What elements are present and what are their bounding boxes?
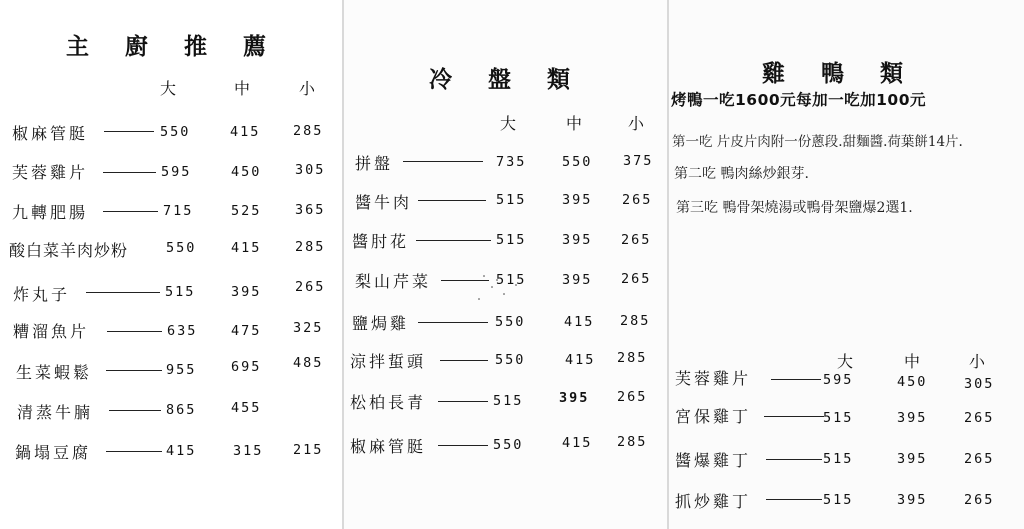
- size-header-medium: 中: [234, 79, 251, 98]
- price-small: 305: [964, 376, 995, 392]
- price-small: 265: [964, 492, 995, 508]
- dish-name: 酸白菜羊肉炒粉: [9, 241, 129, 260]
- dish-name: 鍋塌豆腐: [15, 443, 92, 462]
- leader-line: [438, 401, 488, 402]
- dish-name: 抓炒雞丁: [675, 492, 752, 511]
- dish-name: 鹽焗雞: [352, 314, 410, 333]
- price-large: 550: [160, 124, 191, 140]
- size-header-large: 大: [160, 79, 177, 98]
- price-large: 515: [496, 272, 527, 288]
- dish-name: 芙蓉雞片: [675, 369, 752, 388]
- dish-name: 椒麻管脡: [12, 124, 89, 143]
- price-large: 550: [495, 314, 526, 330]
- menu-panel-poultry: [668, 0, 1024, 529]
- leader-line: [441, 280, 489, 281]
- leader-line: [440, 360, 488, 361]
- dish-name: 醬牛肉: [355, 193, 413, 212]
- leader-line: [106, 370, 162, 371]
- price-medium: 550: [562, 154, 593, 170]
- roast-duck-price-line: 烤鴨一吃1600元每加一吃加100元: [671, 91, 926, 109]
- price-small: 265: [964, 451, 995, 467]
- price-small: 265: [622, 192, 653, 208]
- section-title: 主 廚 推 薦: [66, 34, 281, 60]
- leader-line: [438, 445, 488, 446]
- price-medium: 450: [897, 374, 928, 390]
- price-small: 365: [295, 202, 326, 218]
- section-title: 雞 鴨 類: [762, 61, 918, 87]
- dish-name: 清蒸牛腩: [17, 403, 94, 422]
- leader-line: [418, 200, 486, 201]
- leader-line: [403, 161, 483, 162]
- leader-line: [771, 379, 821, 380]
- price-small: 285: [293, 123, 324, 139]
- duck-course-note: 第二吃 鴨肉絲炒銀芽.: [674, 166, 809, 182]
- price-large: 550: [493, 437, 524, 453]
- dish-name: 梨山芹菜: [355, 272, 432, 291]
- price-medium: 415: [231, 240, 262, 256]
- price-small: 285: [617, 350, 648, 366]
- menu-panel-cold-dishes: [343, 0, 668, 529]
- dish-name: 椒麻管脡: [350, 437, 427, 456]
- price-medium: 695: [231, 359, 262, 375]
- price-large: 515: [493, 393, 524, 409]
- price-small: 265: [621, 271, 652, 287]
- price-medium: 395: [559, 390, 590, 406]
- dish-name: 九轉肥腸: [12, 203, 89, 222]
- dish-name: 生菜蝦鬆: [16, 363, 93, 382]
- price-large: 515: [165, 284, 196, 300]
- price-medium: 415: [230, 124, 261, 140]
- price-small: 375: [623, 153, 654, 169]
- duck-course-note: 第三吃 鴨骨架燒湯或鴨骨架鹽爆2選1.: [676, 200, 913, 216]
- dish-name: 宮保雞丁: [675, 407, 752, 426]
- dish-name: 醬肘花: [352, 232, 410, 251]
- menu-panel-chef-recommendations: [0, 0, 343, 529]
- size-header-small: 小: [299, 79, 316, 98]
- price-medium: 395: [231, 284, 262, 300]
- price-small: 215: [293, 442, 324, 458]
- leader-line: [766, 459, 822, 460]
- leader-line: [416, 240, 491, 241]
- price-medium: 395: [562, 272, 593, 288]
- dish-name: 松柏長青: [350, 393, 427, 412]
- price-large: 955: [166, 362, 197, 378]
- leader-line: [418, 322, 488, 323]
- price-medium: 415: [564, 314, 595, 330]
- price-large: 635: [167, 323, 198, 339]
- section-title: 冷 盤 類: [429, 67, 585, 93]
- dish-name: 醬爆雞丁: [675, 451, 752, 470]
- price-medium: 395: [562, 232, 593, 248]
- leader-line: [764, 416, 824, 417]
- size-header-large: 大: [837, 352, 854, 371]
- price-small: 265: [617, 389, 648, 405]
- dish-name: 芙蓉雞片: [12, 163, 89, 182]
- price-small: 285: [295, 239, 326, 255]
- leader-line: [104, 131, 154, 132]
- price-medium: 450: [231, 164, 262, 180]
- price-large: 595: [823, 372, 854, 388]
- price-medium: 395: [897, 492, 928, 508]
- price-medium: 395: [897, 451, 928, 467]
- leader-line: [109, 410, 161, 411]
- price-large: 735: [496, 154, 527, 170]
- size-header-medium: 中: [904, 352, 921, 371]
- price-small: 285: [620, 313, 651, 329]
- price-large: 515: [823, 451, 854, 467]
- price-large: 515: [496, 232, 527, 248]
- leader-line: [766, 499, 822, 500]
- price-large: 865: [166, 402, 197, 418]
- duck-course-note: 第一吃 片皮片肉附一份蔥段.甜麵醬.荷葉餅14片.: [672, 134, 963, 150]
- leader-line: [103, 172, 156, 173]
- price-small: 265: [295, 279, 326, 295]
- price-medium: 415: [565, 352, 596, 368]
- price-medium: 455: [231, 400, 262, 416]
- price-large: 715: [163, 203, 194, 219]
- size-header-small: 小: [969, 352, 986, 371]
- price-large: 550: [166, 240, 197, 256]
- leader-line: [107, 331, 162, 332]
- price-medium: 525: [231, 203, 262, 219]
- leader-line: [106, 451, 162, 452]
- price-medium: 395: [562, 192, 593, 208]
- price-large: 515: [496, 192, 527, 208]
- price-medium: 415: [562, 435, 593, 451]
- size-header-large: 大: [500, 114, 517, 133]
- price-small: 285: [617, 434, 648, 450]
- size-header-medium: 中: [566, 114, 583, 133]
- price-large: 550: [495, 352, 526, 368]
- dish-name: 涼拌蜇頭: [350, 352, 427, 371]
- price-large: 415: [166, 443, 197, 459]
- price-small: 305: [295, 162, 326, 178]
- dish-name: 拼盤: [355, 154, 394, 173]
- leader-line: [86, 292, 160, 293]
- price-small: 265: [621, 232, 652, 248]
- leader-line: [103, 211, 158, 212]
- price-large: 515: [823, 410, 854, 426]
- size-header-small: 小: [628, 114, 645, 133]
- price-medium: 395: [897, 410, 928, 426]
- price-small: 265: [964, 410, 995, 426]
- price-small: 485: [293, 355, 324, 371]
- price-large: 515: [823, 492, 854, 508]
- page-divider: [667, 0, 669, 529]
- page-divider: [342, 0, 344, 529]
- price-medium: 315: [233, 443, 264, 459]
- price-small: 325: [293, 320, 324, 336]
- price-medium: 475: [231, 323, 262, 339]
- dish-name: 糟溜魚片: [13, 322, 90, 341]
- price-large: 595: [161, 164, 192, 180]
- dish-name: 炸丸子: [13, 285, 71, 304]
